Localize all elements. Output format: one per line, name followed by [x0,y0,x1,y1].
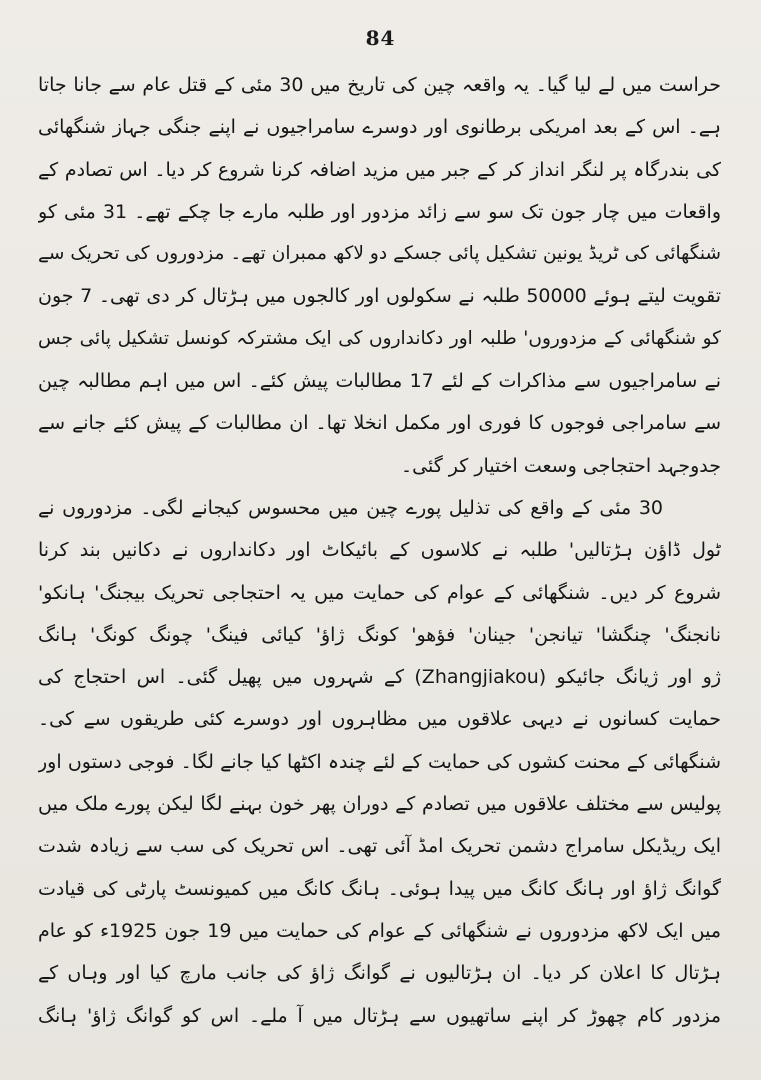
text-line: نانجنگ' چنگشا' تیانجن' جینان' فؤھو' کونگ ژاؤ' کیائی فینگ' چونگ کونگ' ہانگ [38,623,721,646]
text-line-paragraph-end: جدوجہد احتجاجی وسعت اختیار کر گئی۔ [401,454,721,477]
text-line: شنگھائی کی ٹریڈ یونین تشکیل پائی جسکے دو لاکھ ممبران تھے۔ مزدوروں کی تحریک سے [38,243,721,265]
text-line: کو شنگھائی کے مزدوروں' طلبہ اور دکانداروں کی ایک مشترکہ کونسل تشکیل پائی جس [38,327,721,349]
text-line: میں ایک لاکھ مزدوروں نے شنگھائی کے عوام کی حمایت میں 19 جون 1925ء کو عام [38,919,721,942]
text-line: شنگھائی کے محنت کشوں کی حمایت کے لئے چندہ اکٹھا کیا جانے لگا۔ فوجی دستوں اور [38,750,721,773]
text-line: ایک ریڈیکل سامراج دشمن تحریک امڈ آئی تھی۔ اس تحریک کی سب سے زیادہ شدت [38,835,721,858]
text-line: حمایت کسانوں نے دیہی علاقوں میں مظاہروں اور دوسرے کئی طریقوں سے کی۔ [38,708,721,731]
text-line: شروع کر دیں۔ شنگھائی کے عوام کی حمایت میں یہ احتجاجی تحریک بیجنگ' ہانکو' [38,581,721,604]
text-line: تقویت لیتے ہوئے 50000 طلبہ نے سکولوں اور کالجوں میں ہڑتال کر دی تھی۔ 7 جون [38,285,721,308]
page-number: 84 [365,26,396,50]
body-text [38,64,721,1037]
text-line-paragraph-start: 30 مئی کے واقع کی تذلیل پورے چین میں محسوس کیجانے لگی۔ مزدوروں نے [38,496,663,519]
text-line: سے سامراجی فوجوں کا فوری اور مکمل انخلا تھا۔ ان مطالبات کے پیش کئے جانے سے [38,412,721,435]
text-line: پولیس سے مختلف علاقوں میں تصادم کے دوران پھر خون بہنے لگا لیکن پورے ملک میں [38,793,721,816]
text-line: نے سامراجیوں سے مذاکرات کے لئے 17 مطالبات پیش کئے۔ اس میں اہم مطالبہ چین [38,370,721,393]
text-line: ہڑتال کا اعلان کر دیا۔ ان ہڑتالیوں نے گوانگ ژاؤ کی جانب مارچ کیا اور وہاں کے [38,962,721,985]
text-line: ژو اور ژیانگ جائیکو (Zhangjiakou) کے شہروں میں پھیل گئی۔ اس احتجاج کی [38,666,721,689]
text-line: حراست میں لے لیا گیا۔ یہ واقعہ چین کی تاریخ میں 30 مئی کے قتل عام سے جانا جاتا [38,74,721,96]
text-line: ٹول ڈاؤن ہڑتالیں' طلبہ نے کلاسوں کے بائیکاٹ اور دکانداروں نے دکانیں بند کرنا [38,539,721,562]
text-line: گوانگ ژاؤ اور ہانگ کانگ میں پیدا ہوئی۔ ہانگ کانگ میں کمیونسٹ پارٹی کی قیادت [38,877,721,900]
text-line: مزدور کام چھوڑ کر اپنے ساتھیوں سے ہڑتال میں آ ملے۔ اس کو گوانگ ژاؤ' ہانگ [38,1004,721,1027]
text-line: واقعات میں چار جون تک سو سے زائد مزدور اور طلبہ مارے جا چکے تھے۔ 31 مئی کو [38,200,721,223]
text-line: کی بندرگاہ پر لنگر انداز کر کے جبر میں مزید اضافہ کرنا شروع کر دیا۔ اس تصادم کے [38,158,721,181]
text-line: ہے۔ اس کے بعد امریکی برطانوی اور دوسرے سامراجیوں نے اپنے جنگی جہاز شنگھائی [38,116,721,139]
